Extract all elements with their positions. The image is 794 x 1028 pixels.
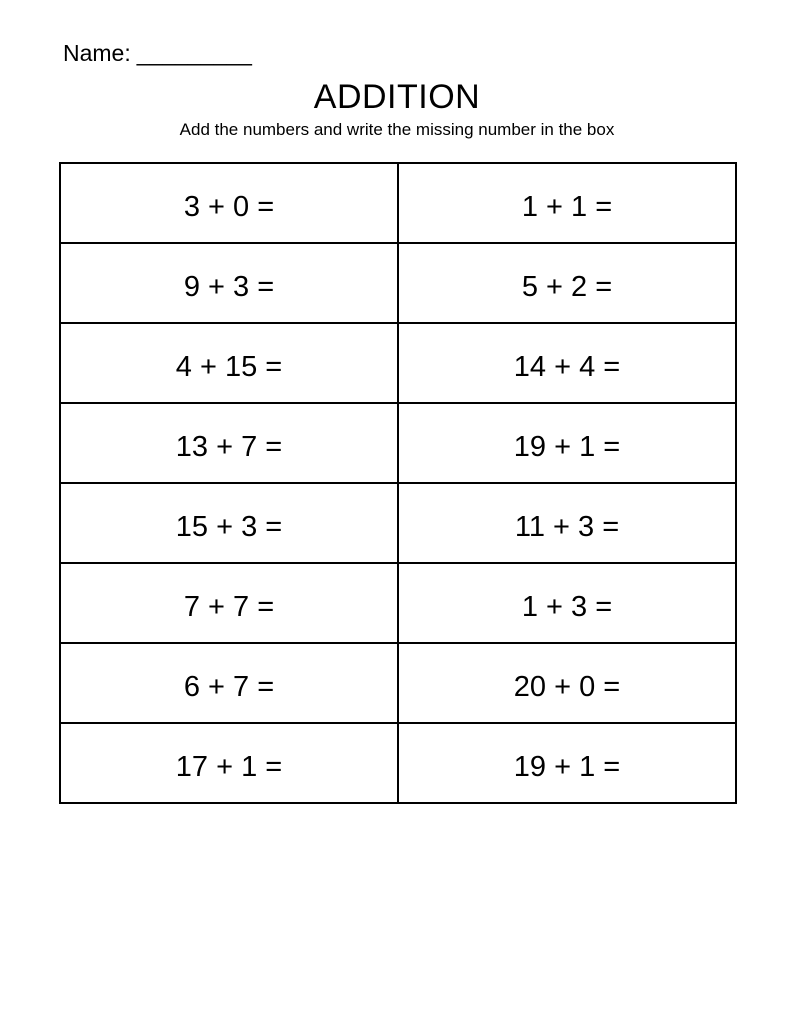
problem-row [60, 483, 736, 563]
problem-cell[interactable] [398, 483, 736, 563]
problem-cell[interactable] [398, 243, 736, 323]
name-field[interactable] [63, 38, 252, 68]
problem-cell[interactable] [60, 323, 398, 403]
problem-cell[interactable] [60, 403, 398, 483]
problem-text: 5 + 2 = [521, 271, 613, 303]
problem-cell[interactable] [60, 243, 398, 323]
problem-text: 9 + 3 = [183, 271, 275, 303]
problem-grid [59, 162, 737, 804]
problem-row [60, 723, 736, 803]
problem-text: 19 + 1 = [513, 751, 621, 783]
problem-cell[interactable] [60, 563, 398, 643]
problem-text: 15 + 3 = [175, 511, 283, 543]
problem-cell[interactable] [398, 563, 736, 643]
problem-cell[interactable] [60, 643, 398, 723]
problem-text: 19 + 1 = [513, 431, 621, 463]
problem-row [60, 403, 736, 483]
problem-row [60, 163, 736, 243]
problem-row [60, 643, 736, 723]
problem-text: 7 + 7 = [183, 591, 275, 623]
problem-cell[interactable] [60, 163, 398, 243]
problem-cell[interactable] [398, 323, 736, 403]
problem-text: 6 + 7 = [183, 671, 275, 703]
problem-text: 11 + 3 = [514, 511, 620, 543]
problem-text: 13 + 7 = [175, 431, 283, 463]
problem-text: 1 + 1 = [521, 191, 613, 223]
problem-cell[interactable] [398, 643, 736, 723]
problem-row [60, 563, 736, 643]
problem-text: 14 + 4 = [513, 351, 621, 383]
problem-text: 20 + 0 = [513, 671, 621, 703]
problem-cell[interactable] [60, 483, 398, 563]
worksheet-title: ADDITION [313, 78, 481, 116]
problem-cell[interactable] [398, 403, 736, 483]
problem-text: 1 + 3 = [521, 591, 613, 623]
problem-text: 3 + 0 = [183, 191, 275, 223]
problem-row [60, 323, 736, 403]
problem-text: 17 + 1 = [175, 751, 283, 783]
name-blank-line[interactable]: _________ [136, 40, 252, 66]
problem-cell[interactable] [60, 723, 398, 803]
problem-cell[interactable] [398, 163, 736, 243]
problem-text: 4 + 15 = [175, 351, 283, 383]
problem-row [60, 243, 736, 323]
problem-cell[interactable] [398, 723, 736, 803]
name-label: Name: [63, 40, 131, 66]
worksheet-instructions: Add the numbers and write the missing number in the box [179, 120, 615, 139]
